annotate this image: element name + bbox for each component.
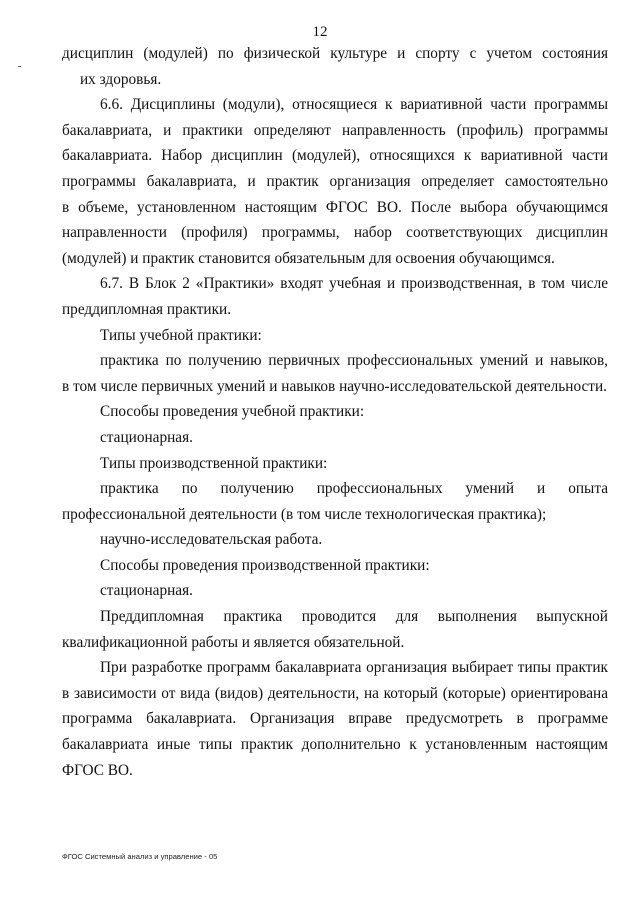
paragraph (62, 348, 608, 399)
paragraph (62, 92, 608, 271)
paragraph (62, 425, 608, 451)
text-line: При разработке программ бакалавриата организация выбирает типы практик (100, 659, 608, 677)
text-line: преддипломная практики. (62, 300, 232, 318)
scan-artifact (18, 66, 21, 67)
text-line: научно-исследовательская работа. (100, 531, 323, 549)
text-line: направленности (профиля) программы, набор соответствующих дисциплин (62, 224, 608, 242)
paragraph (62, 553, 608, 579)
paragraph (62, 271, 608, 322)
paragraph (62, 41, 608, 92)
paragraph (62, 578, 608, 604)
text-line: профессиональной деятельности (в том числе технологическая практика); (62, 505, 547, 523)
paragraph (62, 323, 608, 349)
text-line: стационарная. (100, 428, 193, 446)
text-line: дисциплин (модулей) по физической культуре и спорту с учетом состояния (62, 45, 608, 62)
text-line: Способы проведения учебной практики: (100, 403, 365, 421)
text-line: в объеме, установленном настоящим ФГОС ВО. После выбора обучающимся (62, 198, 608, 216)
paragraph (62, 451, 608, 477)
text-line: Способы проведения производственной практики: (100, 556, 430, 574)
text-line: Преддипломная практика проводится для выполнения выпускной (100, 608, 608, 626)
text-line: в зависимости от вида (видов) деятельности, на который (которые) ориентирована (62, 684, 608, 702)
text-line: программа бакалавриата. Организация вправе предусмотреть в программе (62, 710, 608, 728)
paragraph (62, 399, 608, 425)
page-footer: ФГОС Системный анализ и управление - 05 (62, 852, 218, 861)
text-line: их здоровья. (80, 70, 162, 88)
text-line: 6.6. Дисциплины (модули), относящиеся к вариативной части программы (100, 96, 608, 114)
text-line: Типы производственной практики: (100, 454, 328, 472)
text-line: бакалавриата, и практики определяют направленность (профиль) программы (62, 121, 608, 139)
text-line: ФГОС ВО. (62, 761, 133, 779)
text-line: стационарная. (100, 582, 193, 600)
page-number: 12 (312, 24, 328, 40)
document-body (62, 41, 608, 783)
text-line: (модулей) и практик становится обязательным для освоения обучающимся. (62, 249, 555, 267)
text-line: программы бакалавриата, и практик организация определяет самостоятельно (62, 172, 608, 190)
text-line: бакалавриата иные типы практик дополнительно к установленным настоящим (62, 736, 608, 754)
paragraph (62, 655, 608, 783)
text-line: практика по получению профессиональных умений и опыта (100, 480, 608, 498)
text-line: квалификационной работы и является обязательной. (62, 633, 405, 651)
text-line: бакалавриата. Набор дисциплин (модулей), относящихся к вариативной части (62, 147, 608, 165)
text-line: практика по получению первичных профессиональных умений и навыков, (100, 352, 608, 370)
text-line: 6.7. В Блок 2 «Практики» входят учебная и производственная, в том числе (100, 275, 608, 293)
text-line: в том числе первичных умений и навыков научно-исследовательской деятельности. (62, 377, 607, 395)
paragraph (62, 527, 608, 553)
paragraph (62, 476, 608, 527)
paragraph (62, 604, 608, 655)
text-line: Типы учебной практики: (100, 326, 262, 344)
